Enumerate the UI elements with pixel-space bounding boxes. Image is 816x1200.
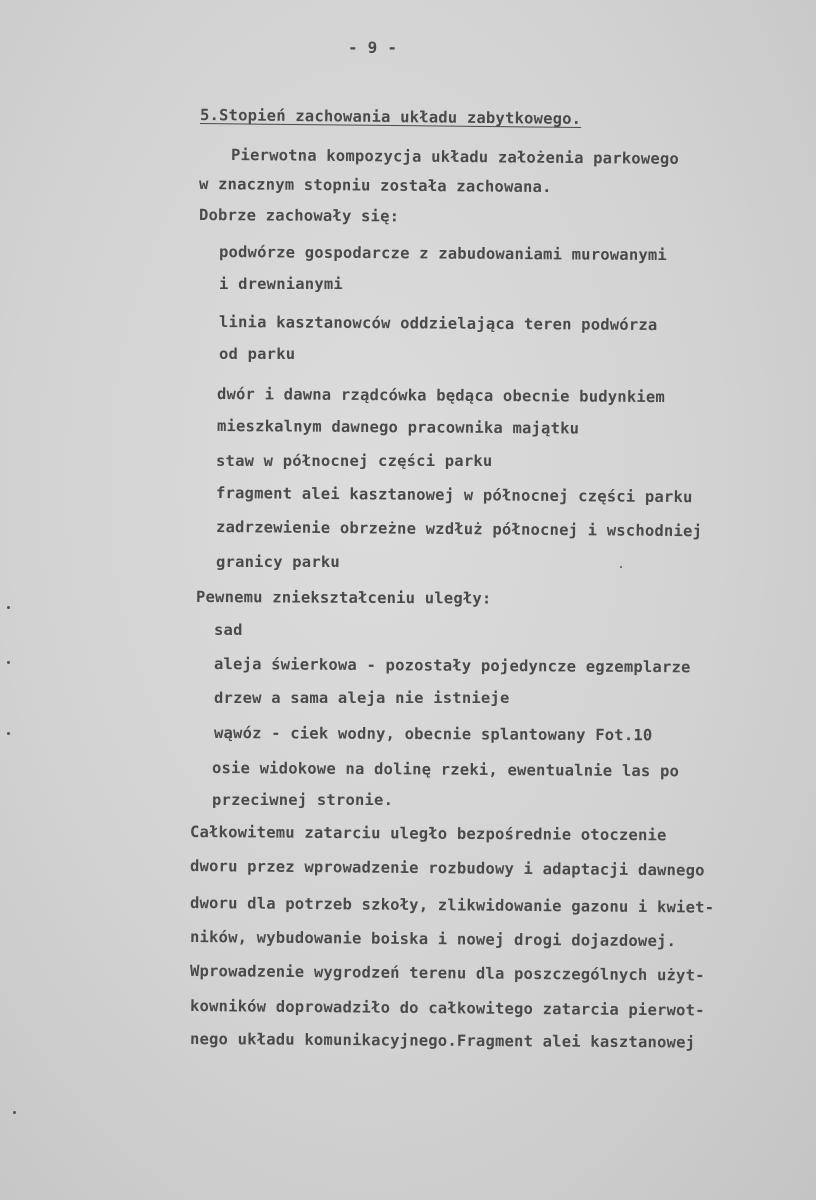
paragraph-line: Całkowitemu zatarciu uległo bezpośrednie otoczenie xyxy=(189,823,667,845)
list-item: i drewnianymi xyxy=(219,275,343,293)
list-item: drzew a sama aleja nie istnieje xyxy=(214,689,510,707)
paragraph-line: dworu przez wprowadzenie rozbudowy i adaptacji dawnego xyxy=(189,857,705,880)
list-item: dwór i dawna rządcówka będąca obecnie budynkiem xyxy=(216,385,666,407)
scan-speck xyxy=(620,566,622,568)
list-item: mieszkalnym dawnego pracownika majątku xyxy=(216,417,580,438)
paragraph-line: dworu dla potrzeb szkoły, zlikwidowanie gazonu i kwiet- xyxy=(189,894,715,917)
list-item: od parku xyxy=(219,345,296,363)
well-preserved-heading: Dobrze zachowały się: xyxy=(198,206,400,226)
scan-speck xyxy=(7,606,10,609)
intro-line: w znacznym stopniu została zachowana. xyxy=(198,175,552,197)
scan-speck xyxy=(13,1111,16,1114)
list-item: aleja świerkowa - pozostały pojedyncze egzemplarze xyxy=(213,655,691,677)
list-item: osie widokowe na dolinę rzeki, ewentualnie las po xyxy=(211,759,680,781)
page-number: - 9 - xyxy=(348,38,398,57)
list-item: sad xyxy=(214,621,243,639)
list-item: podwórze gospodarcze z zabudowaniami murowanymi xyxy=(218,243,668,265)
intro-line: Pierwotna kompozycja układu założenia parkowego xyxy=(230,146,680,168)
paragraph-line: nego układu komunikacyjnego.Fragment alei kasztanowej xyxy=(189,1030,696,1052)
scan-speck xyxy=(7,732,10,735)
list-item: linia kasztanowców oddzielająca teren podwórza xyxy=(218,313,658,335)
paragraph-line: Wprowadzenie wygrodzeń terenu dla poszczególnych użyt- xyxy=(189,962,705,985)
paragraph-line: ników, wybudowanie boiska i nowej drogi dojazdowej. xyxy=(189,928,677,951)
list-item: fragment alei kasztanowej w północnej części parku xyxy=(215,484,693,507)
list-item: zadrzewienie obrzeżne wzdłuż północnej i wschodniej xyxy=(215,518,703,541)
paragraph-line: kowników doprowadziło do całkowitego zatarcia pierwot- xyxy=(189,997,705,1020)
list-item: staw w północnej części parku xyxy=(216,452,493,470)
list-item: przeciwnej stronie. xyxy=(212,791,394,809)
section-heading: 5.Stopień zachowania układu zabytkowego. xyxy=(199,106,582,128)
list-item: granicy parku xyxy=(216,553,340,571)
list-item: wąwóz - ciek wodny, obecnie splantowany Fot.10 xyxy=(213,724,653,745)
scan-speck xyxy=(7,661,10,664)
distorted-heading: Pewnemu zniekształceniu uległy: xyxy=(195,588,492,608)
